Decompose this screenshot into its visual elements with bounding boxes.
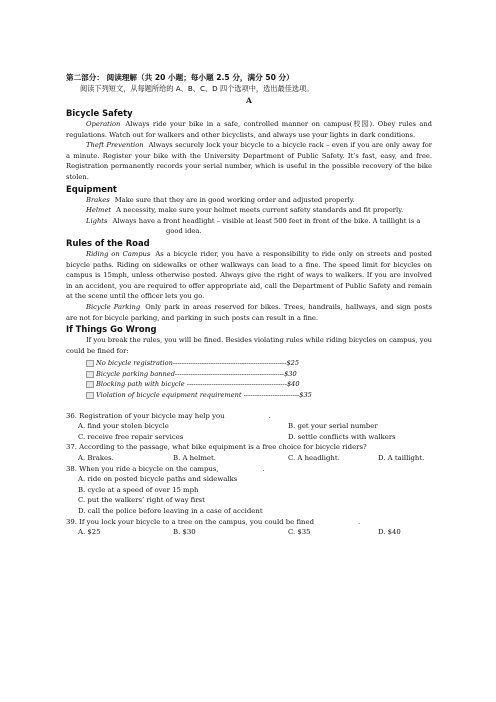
- question-37: [66, 442, 432, 453]
- exam-page: [66, 72, 432, 538]
- image-placeholder-icon: [86, 392, 94, 399]
- lights-text-cont: good idea.: [166, 227, 202, 236]
- option-b[interactable]: B. get your serial number: [288, 422, 378, 431]
- question-tail: .: [357, 517, 361, 526]
- operation-lead: Operation: [86, 120, 121, 128]
- option-a[interactable]: A. $25: [78, 528, 101, 537]
- fine-item: [86, 379, 432, 390]
- fine-text: Violation of bicycle equipment requirement -------------------------$35: [96, 391, 312, 400]
- equipment-item-helmet: [66, 205, 432, 216]
- operation-text: Always ride your bike in a safe, controlled manner on campus(校园). Obey rules and regulations. Watch out for walkers and other bicyclists, and always use your lights in dark conditions.: [66, 120, 432, 139]
- instructions: 阅读下列短文，从每题所给的 A、B、C、D 四个选项中，选出最佳选项。: [80, 84, 314, 93]
- question-tail: .: [262, 464, 265, 473]
- option-c[interactable]: C. put the walkers’ right of way first: [78, 496, 205, 505]
- questions: [66, 411, 432, 538]
- option-d[interactable]: D. call the police before leaving in a case of accident: [78, 507, 263, 515]
- part-title: 第二部分： 阅读理解（共 20 小题；每小题 2.5 分，满分 50 分）: [66, 73, 294, 82]
- question-38: [66, 464, 432, 475]
- helmet-text: A necessity, make sure your helmet meets current safety standards and fit properly.: [116, 206, 404, 215]
- passage-title: Bicycle Safety: [66, 108, 133, 118]
- image-placeholder-icon: [86, 381, 94, 388]
- option-a[interactable]: A. ride on posted bicycle paths and sidewalks: [78, 475, 238, 484]
- option-a[interactable]: A. find your stolen bicycle: [78, 422, 169, 431]
- option-c[interactable]: C. receive free repair services: [78, 432, 184, 441]
- fine-text: Blocking path with bicycle ---------------------------------------------$40: [96, 380, 300, 389]
- fine-text: Bicycle parking banned-------------------------------------------------$30: [96, 369, 297, 378]
- theft-paragraph: [66, 140, 432, 182]
- option-d[interactable]: D. $40: [378, 528, 401, 537]
- theft-lead: Theft Prevention: [86, 141, 144, 150]
- passage-letter: A: [246, 96, 252, 105]
- fines-list: [66, 358, 432, 400]
- fine-text: No bicycle registration---------------------------------------------------$25: [96, 359, 300, 368]
- theft-text: Always securely lock your bicycle to a bicycle rack – even if you are only away for a minute. Register your bike with the University Department of Public Safety. It’s fast, easy, and free. Registration permanently records your serial number, which is useful in the possible recovery of the bike stolen.: [66, 141, 432, 181]
- answer-blank: [219, 470, 263, 471]
- option-c[interactable]: C. $35: [288, 528, 311, 537]
- question-stem: 36. Registration of your bicycle may help you: [66, 411, 225, 420]
- fine-item: [86, 358, 432, 369]
- parking-text: Only park in areas reserved for bikes. Trees, handrails, hallways, and sign posts are not for bicycle parking, and parking in such posts can result in a fine.: [66, 302, 432, 322]
- option-a[interactable]: A. Brakes.: [78, 454, 114, 463]
- question-tail: .: [268, 411, 271, 420]
- option-d[interactable]: D. settle conflicts with walkers: [288, 432, 396, 441]
- question-stem: 38. When you ride a bicycle on the campus,: [66, 464, 219, 473]
- image-placeholder-icon: [86, 360, 94, 367]
- fine-item: [86, 390, 432, 401]
- brakes-lead: Brakes: [86, 195, 110, 204]
- question-37-options: [66, 453, 432, 464]
- question-stem: 37. According to the passage, what bike equipment is a free choice for bicycle riders?: [66, 443, 367, 452]
- question-stem: 39. If you lock your bicycle to a tree on the campus, you could be fined: [66, 517, 314, 526]
- fine-item: [86, 369, 432, 380]
- answer-blank: [314, 523, 358, 524]
- wrong-heading: If Things Go Wrong: [66, 324, 157, 335]
- parking-paragraph: [66, 302, 432, 323]
- question-36: [66, 411, 432, 422]
- question-36-options: [66, 421, 432, 442]
- option-b[interactable]: B. cycle at a speed of over 15 mph: [78, 485, 199, 494]
- equipment-item-brakes: [66, 195, 432, 206]
- image-placeholder-icon: [86, 371, 94, 378]
- lights-lead: Lights: [86, 216, 108, 225]
- equipment-heading: Equipment: [66, 183, 117, 194]
- parking-lead: Bicycle Parking: [86, 302, 141, 311]
- helmet-lead: Helmet: [86, 206, 112, 215]
- option-b[interactable]: B. $30: [173, 528, 196, 537]
- answer-blank: [225, 417, 269, 418]
- riding-lead: Riding on Campus: [86, 249, 151, 258]
- lights-text: Always have a front headlight – visible at least 500 feet in front of the bike. A taillight is a: [112, 216, 421, 225]
- option-d[interactable]: D. A taillight.: [378, 454, 425, 463]
- riding-text: As a bicycle rider, you have a responsibility to ride only on streets and posted bicycle paths. Riding on sidewalks or other walkways can lead to a fine. The speed limit for bicycles on campus is 15mph, unless otherwise posted. Always give the right of ways to walkers. If you are involved in an accident, you are required to offer appropriate aid, call the Department of Public Safety and remain at the scene until the officer lets you go.: [66, 249, 432, 301]
- equipment-item-lights: [66, 216, 432, 237]
- option-b[interactable]: B. A helmet.: [173, 454, 216, 463]
- brakes-text: Make sure that they are in good working order and adjusted properly.: [114, 195, 355, 204]
- question-39-options: [66, 527, 432, 538]
- option-c[interactable]: C. A headlight.: [288, 454, 340, 463]
- rules-heading: Rules of the Road: [66, 237, 150, 248]
- wrong-paragraph: If you break the rules, you will be fined. Besides violating rules while riding bicycles on campus, you could be fined for:: [66, 336, 432, 355]
- question-39: [66, 517, 432, 528]
- operation-paragraph: [66, 119, 432, 140]
- riding-paragraph: [66, 249, 432, 302]
